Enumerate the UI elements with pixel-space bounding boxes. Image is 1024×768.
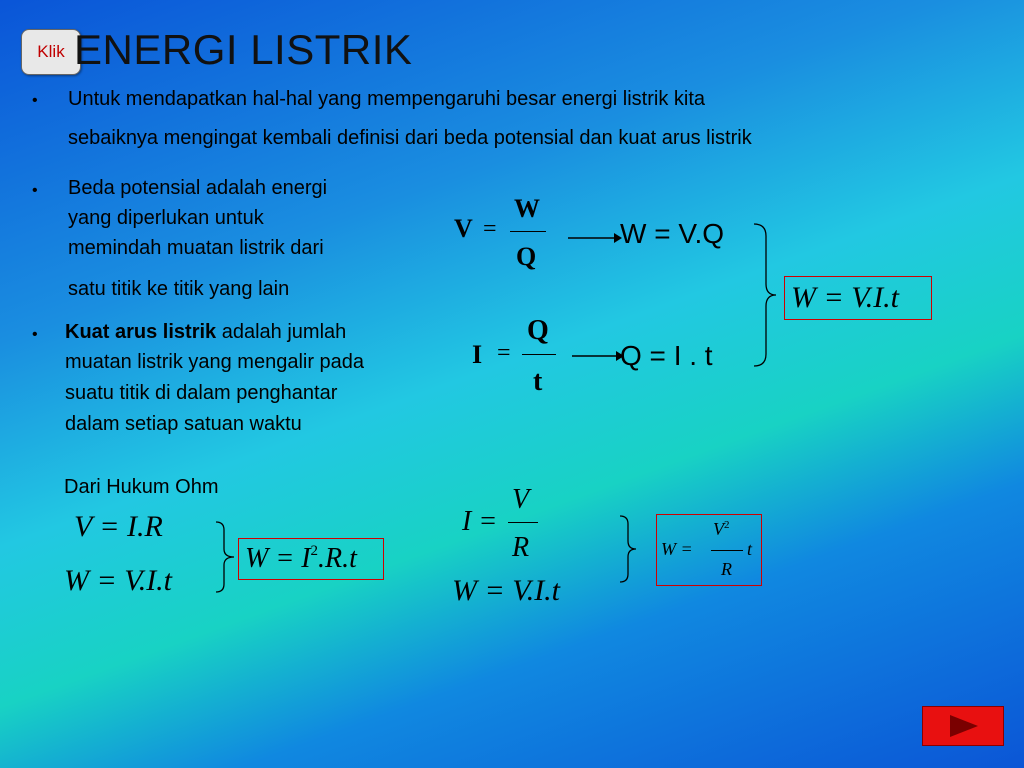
formula-i-equals: = xyxy=(497,340,511,366)
formula-i-denominator: t xyxy=(533,366,543,397)
result-w-i2rt xyxy=(245,543,357,575)
result-w-v2rt-lhs: W = xyxy=(661,539,693,559)
formula-v-ir: V = I.R xyxy=(74,510,163,543)
play-triangle-icon xyxy=(922,706,1004,746)
formula-w-vq: W = V.Q xyxy=(620,218,725,249)
curly-brace-icon xyxy=(752,222,786,368)
formula-i-vr-denominator: R xyxy=(512,532,530,563)
bullet-2-line-2: yang diperlukan untuk xyxy=(68,207,264,229)
bullet-2-line-1: Beda potensial adalah energi xyxy=(68,177,328,199)
bullet-3-bold-term: Kuat arus listrik xyxy=(65,321,217,343)
bullet-3-line-4: dalam setiap satuan waktu xyxy=(65,413,302,435)
bullet-1-line-2: sebaiknya mengingat kembali definisi dari beda potensial dan kuat arus listrik xyxy=(68,127,752,149)
result-box-w-vit xyxy=(784,276,932,320)
result-w-v2rt-denominator: R xyxy=(721,559,732,579)
page-title: ENERGI LISTRIK xyxy=(74,26,413,73)
formula-i-vr-lhs: I = xyxy=(462,506,498,537)
bullet-dot: • xyxy=(32,182,38,199)
formula-i-vr-numerator: V xyxy=(512,484,530,515)
bullet-dot: • xyxy=(32,92,38,109)
arrow-right-icon xyxy=(572,350,624,362)
bullet-3-line-1 xyxy=(65,319,346,345)
bullet-dot: • xyxy=(32,326,38,343)
bullet-3-line-3: suatu titik di dalam penghantar xyxy=(65,382,338,404)
result-w-vit: W = V.I.t xyxy=(791,281,900,314)
result-w-v2rt-fraction-bar xyxy=(711,550,743,551)
formula-i-lhs: I xyxy=(472,340,483,369)
formula-v-denominator: Q xyxy=(516,242,537,271)
result-w-v2rt-t: t xyxy=(747,539,753,559)
result-box-w-i2rt xyxy=(238,538,384,580)
formula-i-vr-fraction-bar xyxy=(508,522,538,523)
result-w-v2rt-numerator-base: V xyxy=(713,519,724,539)
formula-v-lhs: V xyxy=(454,214,473,243)
formula-i-numerator: Q xyxy=(527,315,549,346)
formula-q-it: Q = I . t xyxy=(620,340,713,371)
result-w-i2rt-pre: W = I xyxy=(245,543,311,574)
klik-button[interactable]: Klik xyxy=(21,29,81,75)
result-w-v2rt-numerator-exponent: 2 xyxy=(724,519,730,531)
formula-v-equals: = xyxy=(483,216,497,242)
formula-w-vit-left: W = V.I.t xyxy=(64,564,173,597)
curly-brace-icon xyxy=(618,514,644,584)
next-slide-button[interactable] xyxy=(922,706,1004,746)
formula-i-fraction-bar xyxy=(522,354,556,355)
formula-v-numerator: W xyxy=(514,194,540,223)
result-w-i2rt-post: .R.t xyxy=(318,543,357,574)
result-w-v2rt-numerator xyxy=(713,519,730,540)
formula-v-fraction-bar xyxy=(510,231,546,232)
result-box-w-v2rt xyxy=(656,514,762,586)
result-w-i2rt-exponent: 2 xyxy=(310,543,319,559)
bullet-2-line-3: memindah muatan listrik dari xyxy=(68,237,324,259)
ohm-label: Dari Hukum Ohm xyxy=(64,476,219,498)
formula-w-vit-right: W = V.I.t xyxy=(452,574,561,607)
bullet-2-line-4: satu titik ke titik yang lain xyxy=(68,278,290,300)
arrow-right-icon xyxy=(568,232,622,244)
bullet-1-line-1: Untuk mendapatkan hal-hal yang mempengaruhi besar energi listrik kita xyxy=(68,88,706,110)
bullet-3-line-2: muatan listrik yang mengalir pada xyxy=(65,351,365,373)
bullet-3-line-1-rest: adalah jumlah xyxy=(216,321,347,343)
